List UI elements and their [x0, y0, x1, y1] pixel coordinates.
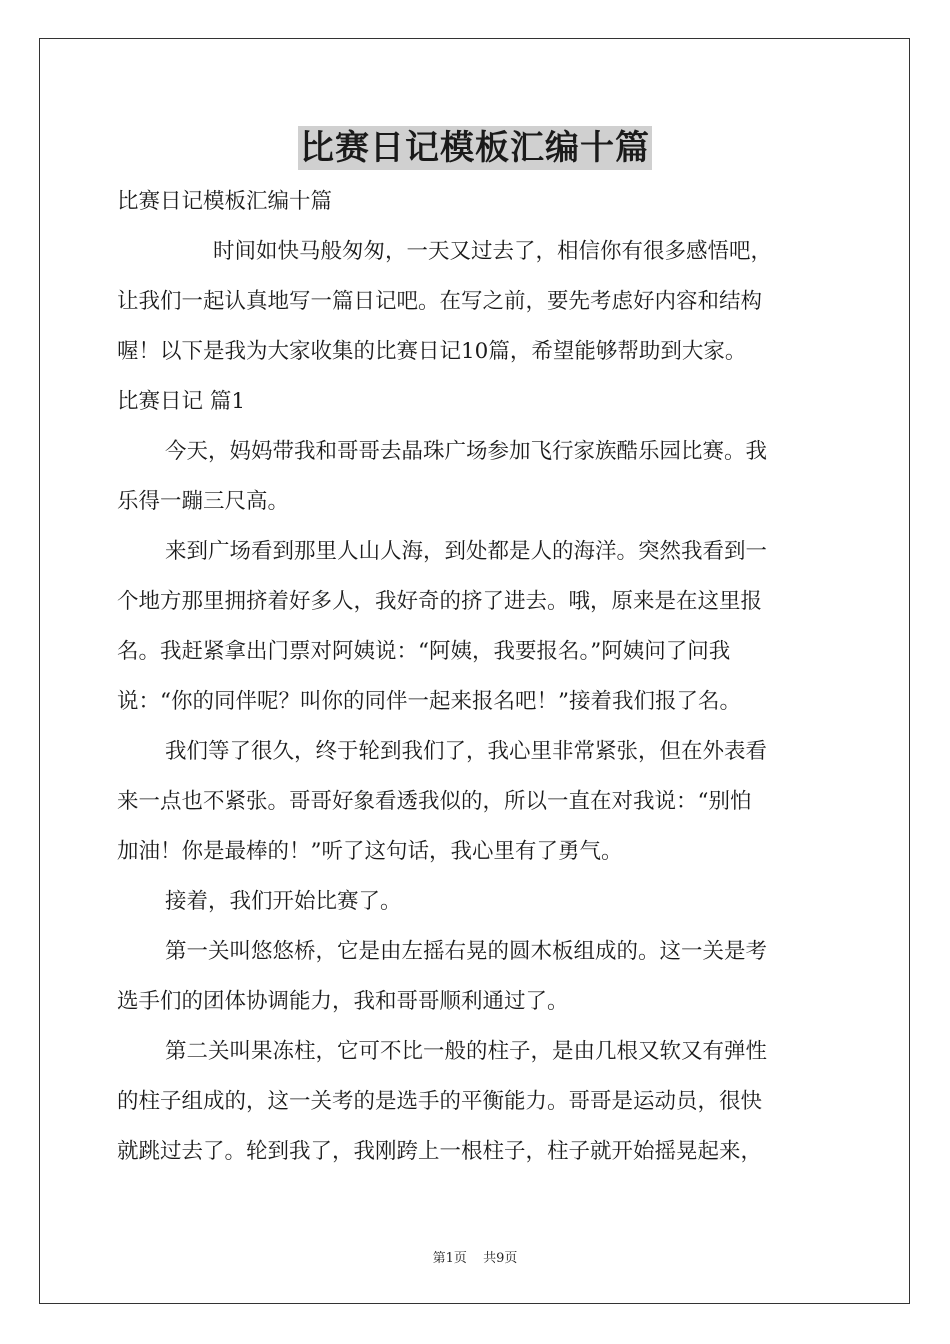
- paragraph-line: 接着，我们开始比赛了。: [165, 889, 402, 914]
- page-footer: [0, 1247, 950, 1266]
- paragraph-line: 来一点也不紧张。哥哥好象看透我似的，所以一直在对我说：“别怕: [117, 789, 752, 814]
- paragraph-line: 的柱子组成的，这一关考的是选手的平衡能力。哥哥是运动员，很快: [117, 1089, 763, 1114]
- paragraph-line: 个地方那里拥挤着好多人，我好奇的挤了进去。哦，原来是在这里报: [117, 589, 763, 614]
- paragraph-line: 名。我赶紧拿出门票对阿姨说：“阿姨，我要报名。”阿姨问了问我: [117, 639, 731, 664]
- paragraph-line: 来到广场看到那里人山人海，到处都是人的海洋。突然我看到一: [165, 539, 768, 564]
- paragraph-line: 选手们的团体协调能力，我和哥哥顺利通过了。: [117, 989, 569, 1014]
- document-title: [0, 126, 950, 170]
- section-heading: 比赛日记 篇1: [117, 389, 246, 414]
- intro-line: 时间如快马般匆匆，一天又过去了，相信你有很多感悟吧，: [213, 239, 773, 264]
- paragraph-line: 第一关叫悠悠桥，它是由左摇右晃的圆木板组成的。这一关是考: [165, 939, 768, 964]
- subtitle-line: 比赛日记模板汇编十篇: [117, 189, 333, 214]
- intro-line: 让我们一起认真地写一篇日记吧。在写之前，要先考虑好内容和结构: [117, 289, 763, 314]
- paragraph-line: 我们等了很久，终于轮到我们了，我心里非常紧张，但在外表看: [165, 739, 768, 764]
- document-title-text: 比赛日记模板汇编十篇: [300, 128, 650, 168]
- paragraph-line: 今天，妈妈带我和哥哥去晶珠广场参加飞行家族酷乐园比赛。我: [165, 439, 768, 464]
- paragraph-line: 第二关叫果冻柱，它可不比一般的柱子，是由几根又软又有弹性: [165, 1039, 768, 1064]
- page-total: 共9页: [483, 1251, 518, 1266]
- paragraph-line: 乐得一蹦三尺高。: [117, 489, 290, 514]
- document-body: [117, 177, 833, 1177]
- paragraph-line: 就跳过去了。轮到我了，我刚跨上一根柱子，柱子就开始摇晃起来，: [117, 1139, 763, 1164]
- intro-line: 喔！以下是我为大家收集的比赛日记10篇，希望能够帮助到大家。: [117, 339, 747, 364]
- paragraph-line: 说：“你的同伴呢？叫你的同伴一起来报名吧！”接着我们报了名。: [117, 689, 741, 714]
- page-number: 第1页: [432, 1251, 467, 1266]
- paragraph-line: 加油！你是最棒的！”听了这句话，我心里有了勇气。: [117, 839, 623, 864]
